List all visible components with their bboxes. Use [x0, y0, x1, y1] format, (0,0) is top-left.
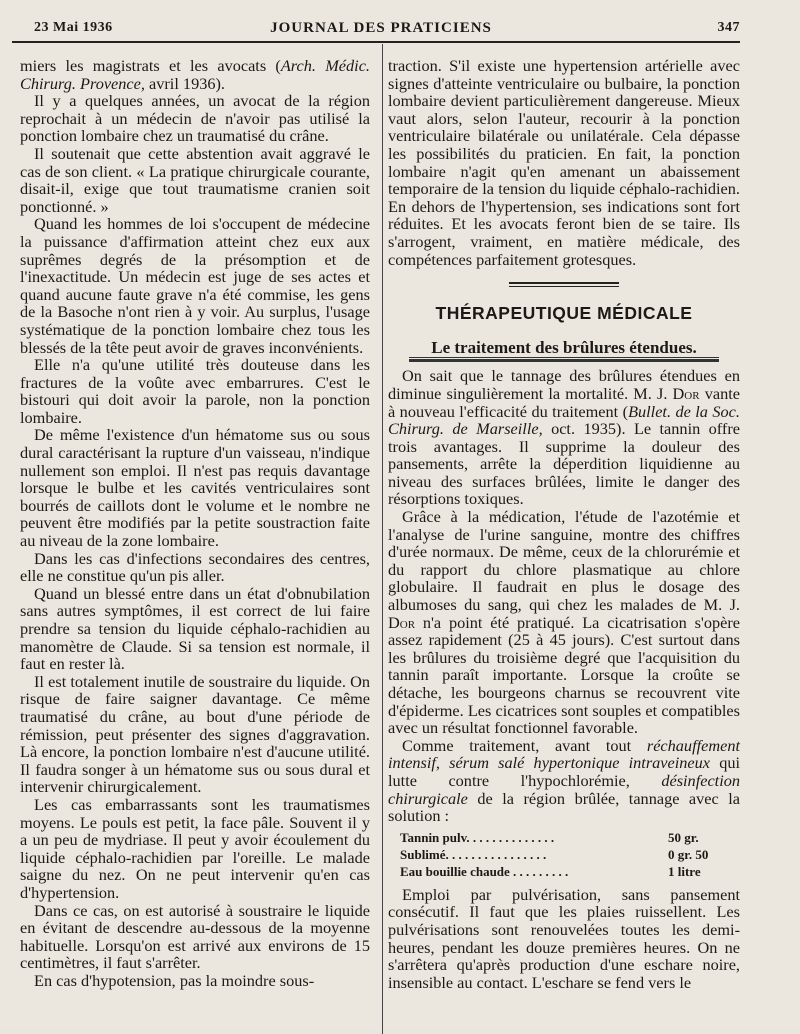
right-column: [388, 57, 740, 991]
recipe-row: Sublimé. . . . . . . . . . . . . . . . 0 gr. 50: [400, 846, 709, 862]
page-header: [22, 18, 740, 40]
article-rule: [409, 357, 719, 362]
paragraph: miers les magistrats et les avocats (Arch. Médic. Chirurg. Provence, avril 1936).: [20, 56, 370, 93]
journal-title: JOURNAL DES PRATICIENS: [270, 20, 492, 36]
paragraph: Les cas embarrassants sont les traumatismes moyens. Le pouls est petit, la face pâle. Souvent il y a un peu de mydriase. Il peut y avoir écoulement du liquide céphalo-rachidien par l'oreille. Le malade saigne du nez. On ne peut intervenir qu'en cas d'hypertension.: [20, 794, 370, 902]
author-name: Dor: [388, 612, 416, 632]
article-title: Le traitement des brûlures étendues.: [431, 337, 697, 357]
recipe-table: [388, 829, 740, 880]
paragraph: Il est totalement inutile de soustraire du liquide. On risque de faire saigner davantage. Ce même traumatisé du crâne, au bout d'une période de rémission, peut présenter des signes d'aggravation. Là encore, la ponction lombaire n'est d'aucune utilité. Il faudra songer à un hématome sus ou sous dural et intervenir chirurgicalement.: [20, 671, 370, 797]
paragraph: Quand les hommes de loi s'occupent de médecine la puissance d'affirmation atteint chez eux aux suprêmes degrés de la présomption et de l'inexactitude. Un médecin est juge de ses actes et quand aucune faute grave n'a été commise, les gens de la Basoche n'ont rien à y voir. Au surplus, l'usage systématique de la ponction lombaire chez tous les blessés de la tête peut avoir de graves inconvénients.: [20, 214, 370, 357]
section-title: THÉRAPEUTIQUE MÉDICALE: [435, 303, 693, 324]
paragraph: On sait que le tannage des brûlures étendues en diminue singulièrement la mortalité. M. J. Dor vante à nouveau l'efficacité du traitement (Bullet. de la Soc. Chirurg. de Marseille, oct. 1935). Le tannin offre trois avantages. Il supprime la douleur des pansements, arrête la déperdition liquidienne au niveau des surfaces brûlées, limite le danger des résorptions toxiques.: [388, 366, 740, 509]
paragraph: Comme traitement, avant tout réchauffement intensif, sérum salé hypertonique intraveineux qui lutte contre l'hypochlorémie, désinfection chirurgicale de la région brûlée, tannage avec la solution :: [388, 735, 740, 826]
paragraph: Quand un blessé entre dans un état d'obnubilation sans autres symptômes, il est correct de lui faire prendre sa tension du liquide céphalo-rachidien au manomètre de Claude. Si sa tension est normale, il faut en rester là.: [20, 583, 370, 674]
paragraph: Il soutenait que cette abstention avait aggravé le cas de son client. « La pratique chirurgicale courante, disait-il, exige que tout traumatisme cranien soit ponctionné. »: [20, 143, 370, 216]
issue-date: 23 Mai 1936: [34, 20, 113, 35]
paragraph: Emploi par pulvérisation, sans pansement consécutif. Il faut que les plaies ruissellent. Les pulvérisations sont renouvelées toutes les demi-heures, pendant les douze premières heures. On ne s'arrêtera qu'après production d'une eschare noire, insensible au contact. L'eschare se fend vers le: [388, 884, 740, 992]
paragraph: Dans ce cas, on est autorisé à soustraire le liquide en évitant de descendre au-dessous de la moyenne habituelle. Lorsqu'on est arrivé aux environs de 15 centimètres, il faut s'arrêter.: [20, 900, 370, 973]
paragraph: Dans les cas d'infections secondaires des centres, elle ne constitue qu'un pis aller.: [20, 548, 370, 586]
column-divider: [382, 44, 383, 1034]
recipe-row: Tannin pulv. . . . . . . . . . . . . . 50 gr.: [400, 829, 699, 845]
paragraph: Il y a quelques années, un avocat de la région reprochait à un médecin de n'avoir pas utilisé la ponction lombaire chez un traumatisé du crâne.: [20, 91, 370, 146]
section-rule: [509, 282, 619, 287]
author-name: Dor: [672, 383, 700, 403]
paragraph: Grâce à la médication, l'étude de l'azotémie et l'analyse de l'urine sanguine, montre des chiffres d'urée normaux. De même, ceux de la chlorurémie et du rapport du chlore plasmatique au chlore globulaire. Il faudrait en plus le dosage des albumoses du sang, qui chez les malades de M. J. Dor n'a point été pratiqué. La cicatrisation s'opère assez rapidement (25 à 45 jours). C'est surtout dans les brûlures du troisième degré que l'acquisition du tannin paraît importante. Lorsque la croûte se détache, les bourgeons charnus se recouvrent vite d'épiderme. Les cicatrices sont souples et compatibles avec un résultat fonctionnel favorable.: [388, 507, 740, 738]
paragraph: En cas d'hypotension, pas la moindre sous-: [34, 970, 315, 990]
header-rule: [12, 41, 740, 43]
recipe-row: Eau bouillie chaude . . . . . . . . . 1 litre: [400, 863, 701, 879]
left-column: [20, 57, 370, 989]
paragraph: Elle n'a qu'une utilité très douteuse dans les fractures de la voûte avec embarrures. C'est le bistouri qui doit avoir la parole, non la ponction lombaire.: [20, 355, 370, 427]
paragraph: De même l'existence d'un hématome sus ou sous dural caractérisant la rupture d'un vaisseau, n'indique nullement son emploi. Il n'est pas requis davantage lorsque le bulbe et les cavités ventriculaires sont bourrés de caillots dont le volume et le nombre ne peuvent être modifiés par la petite soustraction faite au niveau de la zone lombaire.: [20, 425, 370, 551]
paragraph: traction. S'il existe une hypertension artérielle avec signes d'atteinte ventriculaire ou bulbaire, la ponction lombaire devient particulièrement dangereuse. Mieux vaut alors, selon l'auteur, recourir à la ponction ventriculaire bilatérale ou unilatérale. Cela dépasse les possibilités du praticien. En fait, la ponction lombaire n'agit qu'en amenant un abaissement temporaire de la tension du liquide céphalo-rachidien. En dehors de l'hypertension, ses indications sont fort réduites. Et les avocats feront bien de se taire. Ils s'arrogent, vraiment, en matière médicale, des compétences parfaitement grotesques.: [388, 56, 740, 269]
page-number: 347: [717, 20, 740, 35]
